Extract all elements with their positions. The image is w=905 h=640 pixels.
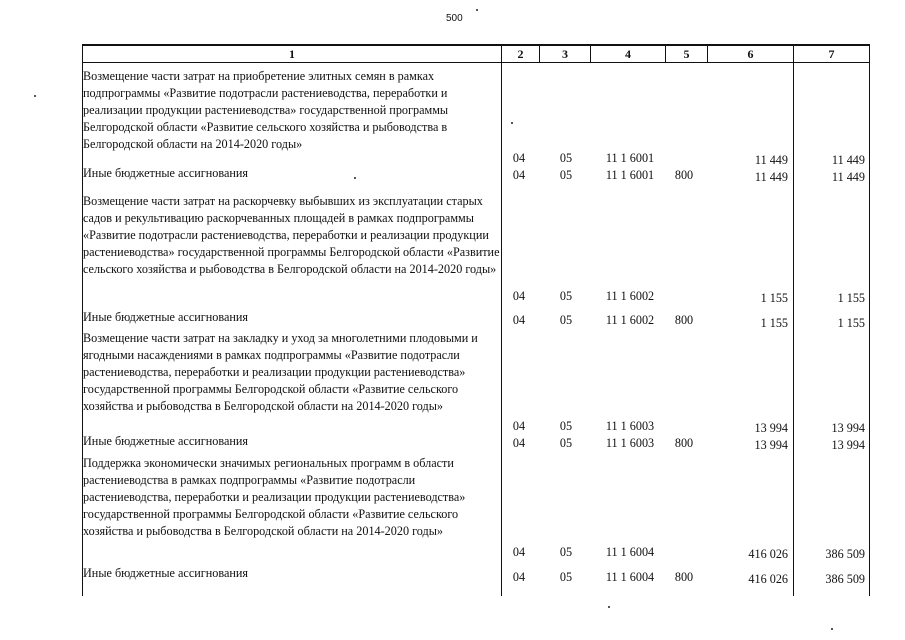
- row-pr: 05: [559, 436, 573, 450]
- header-bottom-border: [82, 62, 870, 63]
- row-pr: 05: [559, 168, 573, 182]
- row-description: Возмещение части затрат на раскорчевку выбывших из эксплуатации старых садов и рекультивацию раскорчеванных площадей в рамках подпрограммы «Развитие подотрасли растениеводства, переработки и реализации продукции растениеводства» государственной программы Белгородской области «Развитие сельского хозяйства и рыбоводства в Белгородской области на 2014-2020 годы»: [83, 194, 500, 276]
- row-description: Иные бюджетные ассигнования: [83, 566, 249, 580]
- row-sum-2: 11 449: [831, 153, 865, 167]
- row-pr: 05: [559, 570, 573, 584]
- header-col-4: 4: [625, 47, 631, 61]
- row-sum-1: 1 155: [760, 316, 788, 330]
- header-col-3: 3: [562, 47, 568, 61]
- row-pr: 05: [559, 289, 573, 303]
- row-pr: 05: [559, 545, 573, 559]
- row-sum-1: 13 994: [754, 421, 788, 435]
- row-sum-2: 13 994: [831, 438, 865, 452]
- row-rz: 04: [512, 436, 526, 450]
- row-sum-1: 13 994: [754, 438, 788, 452]
- scan-speck: [354, 177, 356, 179]
- row-csr: 11 1 6004: [605, 545, 655, 559]
- row-vr: 800: [674, 570, 694, 584]
- row-rz: 04: [512, 313, 526, 327]
- row-csr: 11 1 6003: [605, 419, 655, 433]
- row-csr: 11 1 6002: [605, 289, 655, 303]
- row-csr: 11 1 6003: [605, 436, 655, 450]
- row-sum-2: 386 509: [825, 547, 865, 561]
- page-number: 500: [446, 13, 463, 24]
- header-col-6: 6: [747, 47, 754, 61]
- row-sum-2: 11 449: [831, 170, 865, 184]
- header-col-1: 1: [289, 47, 295, 61]
- row-pr: 05: [559, 151, 573, 165]
- col-divider-1: [501, 44, 502, 596]
- row-description: Иные бюджетные ассигнования: [83, 166, 249, 180]
- header-col-7: 7: [828, 47, 835, 61]
- scan-speck: [608, 606, 610, 608]
- row-sum-1: 416 026: [748, 547, 788, 561]
- row-rz: 04: [512, 545, 526, 559]
- row-sum-2: 1 155: [837, 316, 865, 330]
- row-csr: 11 1 6002: [605, 313, 655, 327]
- row-csr: 11 1 6001: [605, 151, 655, 165]
- row-rz: 04: [512, 168, 526, 182]
- scan-speck: [34, 95, 36, 97]
- row-rz: 04: [512, 151, 526, 165]
- scan-speck: [831, 628, 833, 630]
- row-sum-2: 386 509: [825, 572, 865, 586]
- row-rz: 04: [512, 289, 526, 303]
- row-pr: 05: [559, 419, 573, 433]
- scan-speck: [511, 122, 513, 124]
- row-csr: 11 1 6004: [605, 570, 655, 584]
- row-sum-2: 13 994: [831, 421, 865, 435]
- row-sum-1: 1 155: [760, 291, 788, 305]
- row-description: Иные бюджетные ассигнования: [83, 310, 249, 324]
- row-csr: 11 1 6001: [605, 168, 655, 182]
- row-sum-1: 11 449: [754, 170, 788, 184]
- row-sum-1: 11 449: [754, 153, 788, 167]
- header-col-5: 5: [683, 47, 690, 61]
- row-sum-1: 416 026: [748, 572, 788, 586]
- row-sum-2: 1 155: [837, 291, 865, 305]
- header-col-2: 2: [517, 47, 524, 61]
- row-vr: 800: [674, 436, 694, 450]
- row-description: Иные бюджетные ассигнования: [83, 434, 249, 448]
- row-description: Возмещение части затрат на приобретение элитных семян в рамках подпрограммы «Развитие подотрасли растениеводства, переработки и реализации продукции растениеводства» государственной программы Белгородской области «Развитие сельского хозяйства и рыбоводства в Белгородской области на 2014-2020 годы»: [83, 69, 449, 151]
- row-vr: 800: [674, 313, 694, 327]
- row-vr: 800: [674, 168, 694, 182]
- row-rz: 04: [512, 419, 526, 433]
- scan-speck: [476, 9, 478, 11]
- table-right-border: [869, 44, 870, 596]
- row-pr: 05: [559, 313, 573, 327]
- row-description: Поддержка экономически значимых региональных программ в области растениеводства в рамках подпрограммы «Развитие подотрасли растениеводства, переработки и реализации продукции растениеводства» государственной программы Белгородской области «Развитие сельского хозяйства и рыбоводства в Белгородской области на 2014-2020 годы»: [83, 456, 466, 538]
- row-description: Возмещение части затрат на закладку и уход за многолетними плодовыми и ягодными насаждениями в рамках подпрограммы «Развитие подотрасли растениеводства, переработки и реализации продукции растениеводства» государственной программы Белгородской области «Развитие сельского хозяйства и рыбоводства в Белгородской области на 2014-2020 годы»: [83, 331, 478, 413]
- row-rz: 04: [512, 570, 526, 584]
